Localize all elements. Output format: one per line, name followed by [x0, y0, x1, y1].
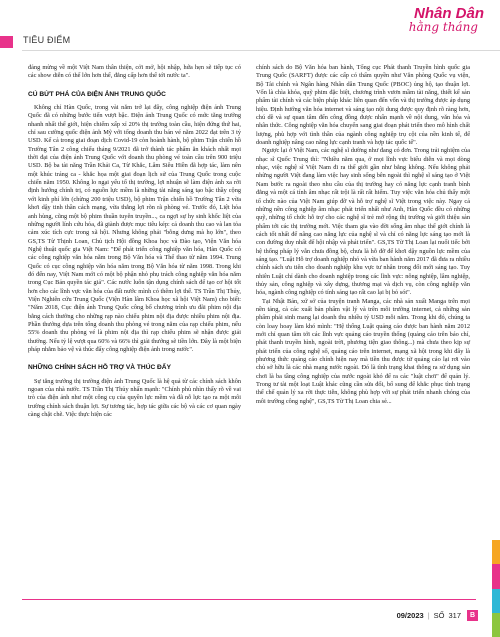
stripe-segment: [492, 613, 500, 637]
body-paragraph: Tại Nhật Bản, xứ sở của truyện tranh Manga, các nhà sản xuất Manga trên mọi nền tảng, cả các xuất bản phẩm vật lý và trên môi trường internet, cả những sản phẩm phái sinh mang lại doanh thu nhiều tỷ USD mỗi năm. Trong khi đó, chúng ta còn loay hoay làm khó mình: "Hệ thống Luật quảng cáo được ban hành năm 2012 mới chỉ quan tâm tới các lĩnh vực quảng cáo truyền thống (quảng cáo trên báo chí, phát thanh truyền hình, ngoài trời, phương tiện giao thông...) mà chưa theo kịp sự phát triển của công nghệ số, quảng cáo trên internet, mạng xã hội trong khi đây là phương thức quảng cáo chính hiện nay mà tiền thu được từ quảng cáo lại rơi vào chủ sở hữu là các nhà mạng nước ngoài. Đó là tình trạng khai thông ra sử dụng sản chơi là ba tầng công nghiệp của nước ngoài khó để ra các "luật chơi" để quản lý. Trong tư tài một loạt Luật khác cũng cần sửa đổi, bổ sung để khắc phục tình trạng thế chế quản lý xa rời thực tiễn, không phù hợp với sự phát triển nhanh chóng của môi trường công nghệ", GS,TS Từ Thị Loan chia sẻ...: [256, 297, 470, 405]
section-heading: NHỮNG CHÍNH SÁCH HỖ TRỢ VÀ THÚC ĐẨY: [28, 364, 171, 372]
body-paragraph: chính sách do Bộ Văn hóa ban hành, Tổng cục Phát thanh Truyền hình quốc gia Trung Quốc (SARFT) được các cấp có thẩm quyền như Văn phòng Quốc vụ viện, Bộ Tài chính và Ngân hàng Nhân dân Trung Quốc (PBOC) ủng hộ, tạo thuận lợi. Vốn là chìa khóa, quỹ phim đặc biệt, chương trình vươn mầm tài năng, thiết kế sản phẩm tài chính và các biện pháp khác liên quan đến vốn và thị trường được áp dụng hiệu. Định hướng văn hóa internet và sáng tạo nội dung được quy định rõ ràng hơn, chú dề và sự quan tâm đến công đồng được nhấn mạnh về nội dung, văn hóa và nhân thức. Công nghiệp văn hóa chuyển sang giai đoạn phát triển theo mô hình chất lượng, phù hợp với tình thần của ngành công nghiệp trụ cột của nền kinh tế, để doanh nghiệp nâng cao năng lực cạnh tranh và hợp tác quốc tế".: [256, 64, 470, 147]
article-right-column: [256, 64, 470, 406]
footer-separator: |: [427, 611, 430, 620]
page-footer: [397, 610, 478, 621]
body-paragraph: Không chỉ Hàn Quốc, trong vài năm trở lại đây, công nghiệp điện ảnh Trung Quốc đã có những bước tiến vượt bậc. Điện ảnh Trung Quốc có mức tăng trưởng nhanh nhất thế giới, hiện chiếm xấp xỉ 20% thị trường toàn cầu, hiện đứng thứ hai, chỉ sau cường quốc điện ảnh Mỹ với tổng doanh thu bán vé năm 2022 đạt trên 3 tỷ USD. Kể cả trong giai đoạn dịch Covid-19 còn hoành hành, bộ phim Trận chiến hồ Trường Tân 2 công chiếu tháng 9/2021 đã trở thành tác phẩm ăn khách nhất mọi thời đại của điện ảnh Trung Quốc với doanh thu phòng vé toàn cầu trên 900 triệu USD. Bộ ba tài năng Trần Khải Ca, Từ Khắc, Lâm Siêu Hiền đã hợp tác, làm nên một khúc tráng ca - khắc họa một giai đoạn lịch sử của Trung Quốc trong cuộc chiến năm 1950. Không lo ngại yếu tố thị trường, lợi nhuận sẽ làm điện ảnh xa rời định hướng chính trị, có nguồn lực mềm là những tài năng sáng tạo bậc thầy cộng với kinh phí lớn (chừng 200 triệu USD), bộ phim Trận chiến hồ Trường Tân 2 vừa khơi dậy tinh thần cách mạng, vừa thắng lợi rõn rã phòng vé. Trước đó, Liệt hỏa anh hùng, cũng một bộ phim thuần tuyên truyền..., ca ngợi sự hy sinh khốc liệt của những người lính cứu hỏa, đã giành được mục tiêu kép: cả doanh thu cao và lan tỏa cảm xúc tích cực trong xã hội. Nhưng không phải "bỗng dưng mà họ lớn", theo GS,TS Từ Thịnh Loan, Chủ tịch Hội đồng Khoa học và Đào tạo, Viện Văn hóa Nghệ thuật quốc gia Việt Nam: "Để phát triển công nghiệp văn hóa, Hàn Quốc có các công nghiệp văn hóa năm trong Bộ Văn hóa và Thể thao từ năm 1994. Trung Quốc có cục công nghiệp văn hóa năm trong Bộ Văn hóa từ năm 1998. Trong khi đó đến nay, Việt Nam mới có một bộ phận nhỏ phụ trách công nghiệp văn hóa năm trong Cục Bản quyền tác giả". Các nước luôn tận dụng chính sách để tạo cơ hội tốt hơn cho các lĩnh vực văn hóa của đất nước mình có thêm lợi thế. TS Trần Thị Thủy, Viện Nghiên cứu Trung Quốc (Viện Hàn lâm Khoa học xã hội Việt Nam) cho biết: "Năm 2018, Cục điện ảnh Trung Quốc công bố chương trình ưu đãi phim nội địa bằng cách thưởng cho những rạp nào chiếu phim nội địa được nhiều phim nội địa. Phần thưởng dựa trên tổng doanh thu phòng vé trong năm của rạp chiếu phim, nếu 55% doanh thu phòng vé là phim nội địa thì rạp chiếu phim sẽ nhận được giải thưởng. Nếu tỷ lệ vượt qua 60% và 66% thì giải thưởng sẽ tiền lớn. Đây là một biện pháp nhằm bảo vệ và thúc đẩy công nghiệp điện ảnh trong nước".: [28, 104, 241, 353]
body-paragraph: Sự tăng trưởng thị trường điện ảnh Trung Quốc là hệ quả từ các chính sách khôn ngoan của nhà nước. TS Trần Thị Thủy nhấn mạnh: "Chính phủ nhìn thấy rõ về vai trò của điện ảnh như một công cụ của quyền lực mềm và đã nỗ lực tạo ra một môi trường chính sách thuận lợi. Sự tương tác, hợp tác giữa các bộ và các cơ quan ngày càng chặt chẽ. Việc thực hiện các: [28, 377, 241, 419]
stripe-segment: [492, 589, 500, 613]
stripe-segment: [492, 540, 500, 564]
decorative-stripes: [492, 540, 500, 637]
publication-logo: [402, 6, 484, 46]
stripe-segment: [492, 564, 500, 588]
section-marker: [0, 36, 13, 48]
logo-main-text: Nhân Dân: [413, 5, 484, 22]
section-heading: CÚ BỨT PHÁ CỦA ĐIỆN ẢNH TRUNG QUỐC: [28, 90, 166, 98]
intro-paragraph: đảng mừng về một Việt Nam thân thiện, cởi mở, hội nhập, hứa hẹn sẽ tiếp tục có các show diễn có thể lớn hơn thế, đẳng cấp hơn thế tới nước ta".: [28, 64, 241, 80]
issue-date: 09/2023: [396, 611, 424, 620]
footer-divider: [22, 599, 476, 600]
body-paragraph: Ngược lại ở Việt Nam, các nghệ sĩ dường như đang có đơn. Trong trải nghiệm của nhạc sĩ Quốc Trung thì: "Nhiều năm qua, ở mọi lĩnh vực biểu diễn và mọi dòng nhạc, việc nghệ sĩ Việt Nam đi ra thế giới gần như bằng không. Nếu không phải những người Việt đang làm việc hay sinh sống bên ngoài thì nghệ sĩ sáng tạo ở Việt Nam bước ra ngoài theo nhu cầu của thị trường hay có năng lực cạnh tranh bình đẳng và một cá tính âm nhạc rất trội là rất rất hiếm. Tuy việc văn hóa chủ thấy một tổ chức nào của Việt Nam giúp đỡ và hỗ trợ nghệ sĩ Việt trong việc này. Ngay cả những nền công nghiệp âm nhạc phát triển nhất như Anh, Hàn Quốc đều có những quỹ, những tổ chức hỗ trợ cho các nghệ sĩ trẻ mở rộng thị trường và giới thiệu sản phẩm tới các thị trường mới. Việc tham gia vào đời sống âm nhạc thế giới chính là cách tốt nhất để nâng cao năng lực của nghệ sĩ và chỉ có năng lực sáng tạo mới là con đường duy nhất để hội nhập và phát triển". GS,TS Từ Thị Loan lại nuối tiếc bởi hệ thống pháp lý vẫn chưa đồng bộ, chưa là hỗ đỡ để khơi dậy nguồn lực mềm của sáng tạo. "Luật Hỗ trợ doanh nghiệp nhỏ và vừa ban hành năm 2017 đã đưa ra nhiều chính sách ưu tiên cho doanh nghiệp khu vực tư nhân trong đổi mới sáng tạo. Tuy nhiên Luật chỉ dành cho doanh nghiệp trong các lĩnh vực: nông nghiệp, lâm nghiệp, thủy sản, công nghiệp và xây dựng, thương mại và dịch vụ, còn công nghiệp văn hóa, ngành công nghiệp có tính sáng tạo rất cao lại bị bỏ sót".: [256, 147, 470, 297]
logo-sub-text: hằng tháng: [408, 20, 478, 34]
page-badge: B: [467, 610, 478, 621]
issue-number: 317: [448, 611, 461, 620]
page-header: [0, 0, 500, 52]
issue-prefix: SỐ: [433, 611, 445, 620]
section-label: TIÊU ĐIỂM: [23, 35, 71, 45]
article-left-column: [28, 64, 241, 419]
header-divider: [22, 50, 500, 51]
